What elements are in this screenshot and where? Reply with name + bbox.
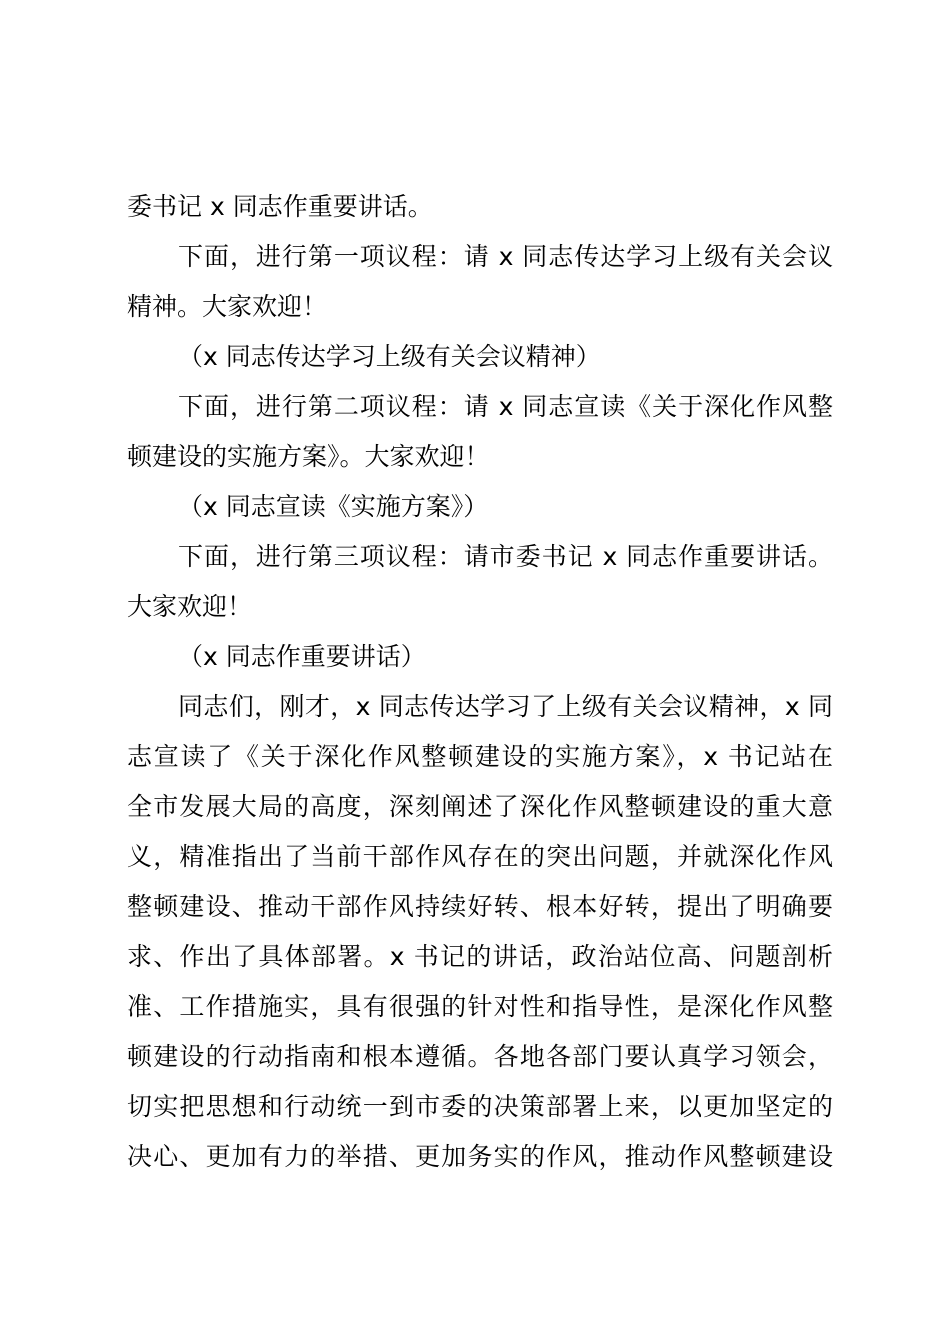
text-line-19: 切实把思想和行动统一到市委的决策部署上来，以更加坚定的 <box>127 1092 833 1121</box>
text-line-4: （x 同志传达学习上级有关会议精神） <box>178 342 601 371</box>
text-line-3: 精神。大家欢迎！ <box>127 292 328 321</box>
text-line-11: 同志们，刚才，x 同志传达学习了上级有关会议精神，x 同 <box>178 692 833 721</box>
text-line-20: 决心、更加有力的举措、更加务实的作风，推动作风整顿建设 <box>127 1142 833 1171</box>
text-line-8: 下面，进行第三项议程：请市委书记 x 同志作重要讲话。 <box>178 542 833 571</box>
text-line-7: （x 同志宣读《实施方案》） <box>178 492 489 521</box>
document-body <box>127 182 833 1182</box>
text-line-15: 整顿建设、推动干部作风持续好转、根本好转，提出了明确要 <box>127 892 833 921</box>
text-line-6: 顿建设的实施方案》。大家欢迎！ <box>127 442 490 471</box>
text-line-5: 下面，进行第二项议程：请 x 同志宣读《关于深化作风整 <box>178 392 833 421</box>
text-line-10: （x 同志作重要讲话） <box>178 642 426 671</box>
text-line-17: 准、工作措施实，具有很强的针对性和指导性，是深化作风整 <box>127 992 833 1021</box>
text-line-18: 顿建设的行动指南和根本遵循。各地各部门要认真学习领会， <box>127 1042 833 1071</box>
text-line-14: 义，精准指出了当前干部作风存在的突出问题，并就深化作风 <box>127 842 833 871</box>
text-line-13: 全市发展大局的高度，深刻阐述了深化作风整顿建设的重大意 <box>127 792 833 821</box>
text-line-16: 求、作出了具体部署。x 书记的讲话，政治站位高、问题剖析 <box>127 942 833 971</box>
text-line-12: 志宣读了《关于深化作风整顿建设的实施方案》，x 书记站在 <box>127 742 833 771</box>
text-line-9: 大家欢迎！ <box>127 592 253 621</box>
text-line-2: 下面，进行第一项议程：请 x 同志传达学习上级有关会议 <box>178 242 833 271</box>
text-line-1: 委书记 x 同志作重要讲话。 <box>127 192 433 221</box>
